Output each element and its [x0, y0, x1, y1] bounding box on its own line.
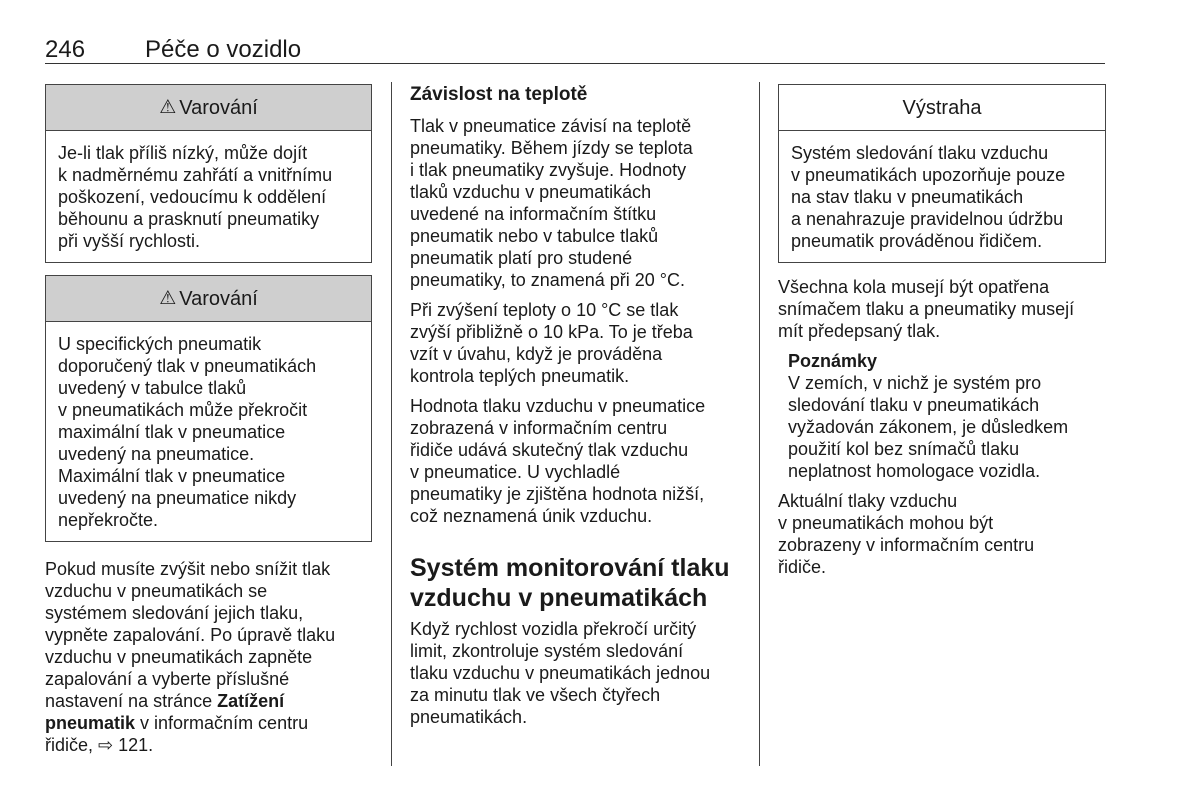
- warning-triangle-icon: ⚠: [159, 287, 177, 309]
- paragraph-text: v informačním centru: [135, 713, 309, 733]
- paragraph: Všechna kola musejí být opatřena snímačem tlaku a pneumatiky musejí mít předepsaný tlak.: [778, 277, 1075, 341]
- page-reference-arrow-icon: ⇨: [98, 735, 114, 755]
- section-heading: Systém monitorování tlaku vzduchu v pneumatikách: [410, 554, 730, 612]
- subheading: Závislost na teplotě: [410, 84, 588, 105]
- note-text: V zemích, v nichž je systém pro sledování tlaku v pneumatikách vyžadován zákonem, je důsledkem použití kol bez snímačů tlaku neplatnost homologace vozidla.: [788, 373, 1069, 481]
- column-right: [778, 84, 1106, 586]
- warning-box: [45, 275, 372, 542]
- paragraph: Když rychlost vozidla překročí určitý limit, zkontroluje systém sledování tlaku vzduchu v pneumatikách jednou za minutu tlak ve všech čtyřech pneumatikách.: [410, 619, 711, 727]
- header-rule: [45, 63, 1105, 64]
- paragraph-text: Pokud musíte zvýšit nebo snížit tlak vzduchu v pneumatikách se systémem sledování jejich tlaku, vypněte zapalování. Po úpravě tlaku vzduchu v pneumatikách zapněte zapalování a vyberte příslušné nastavení na stránce: [45, 559, 336, 711]
- paragraph: Při zvýšení teploty o 10 °C se tlak zvýší přibližně o 10 kPa. To je třeba vzít v úvahu, když je prováděna kontrola teplých pneumatik.: [410, 300, 693, 386]
- paragraph: Aktuální tlaky vzduchu v pneumatikách mohou být zobrazeny v informačním centru řidiče.: [778, 491, 1035, 577]
- warning-title: Varování: [179, 287, 258, 310]
- page-reference[interactable]: 121.: [113, 735, 154, 755]
- warning-title: Varování: [179, 96, 258, 119]
- page-header: [45, 36, 1105, 66]
- menu-item-name: Zatížení: [217, 691, 285, 711]
- caution-box: [778, 84, 1106, 263]
- paragraph: Tlak v pneumatice závisí na teplotě pneumatiky. Během jízdy se teplota i tlak pneumatiky zvyšuje. Hodnoty tlaků vzduchu v pneumatikách uvedené na informačním štítku pneumatik nebo v tabulce tlaků pneumatik platí pro studené pneumatiky, to znamená při 20 °C.: [410, 116, 693, 290]
- caution-text: Systém sledování tlaku vzduchu v pneumatikách upozorňuje pouze na stav tlaku v pneumatikách a nenahrazuje pravidelnou údržbu pneumatik prováděnou řidičem.: [791, 143, 1066, 251]
- warning-header: [46, 276, 371, 322]
- warning-text: Je-li tlak příliš nízký, může dojít k nadměrnému zahřátí a vnitřnímu poškození, vedoucímu k oddělení běhounu a prasknutí pneumatiky při vyšší rychlosti.: [58, 143, 333, 251]
- paragraph-text: řidiče,: [45, 735, 99, 755]
- menu-item-name-cont: pneumatik: [45, 713, 136, 733]
- column-divider: [759, 82, 760, 766]
- caution-title: Výstraha: [779, 85, 1105, 131]
- column-middle: [410, 84, 745, 736]
- warning-header: [46, 85, 371, 131]
- note-title: Poznámky: [788, 351, 878, 371]
- warning-triangle-icon: ⚠: [159, 96, 177, 118]
- column-left: [45, 84, 372, 764]
- paragraph: Hodnota tlaku vzduchu v pneumatice zobrazená v informačním centru řidiče udává skutečný tlak vzduchu v pneumatice. U vychladlé pneumatiky je zjištěna hodnota nižší, což neznamená únik vzduchu.: [410, 396, 706, 526]
- column-divider: [391, 82, 392, 766]
- page-number: 246: [45, 36, 86, 63]
- warning-text: U specifických pneumatik doporučený tlak v pneumatikách uvedený v tabulce tlaků v pneumatikách může překročit maximální tlak v pneumatice uvedený na pneumatice. Maximální tlak v pneumatice uvedený na pneumatice nikdy nepřekročte.: [58, 334, 317, 530]
- tyre-pressure-adjust-paragraph: [45, 558, 372, 756]
- warning-box: [45, 84, 372, 263]
- chapter-title: Péče o vozidlo: [145, 36, 302, 63]
